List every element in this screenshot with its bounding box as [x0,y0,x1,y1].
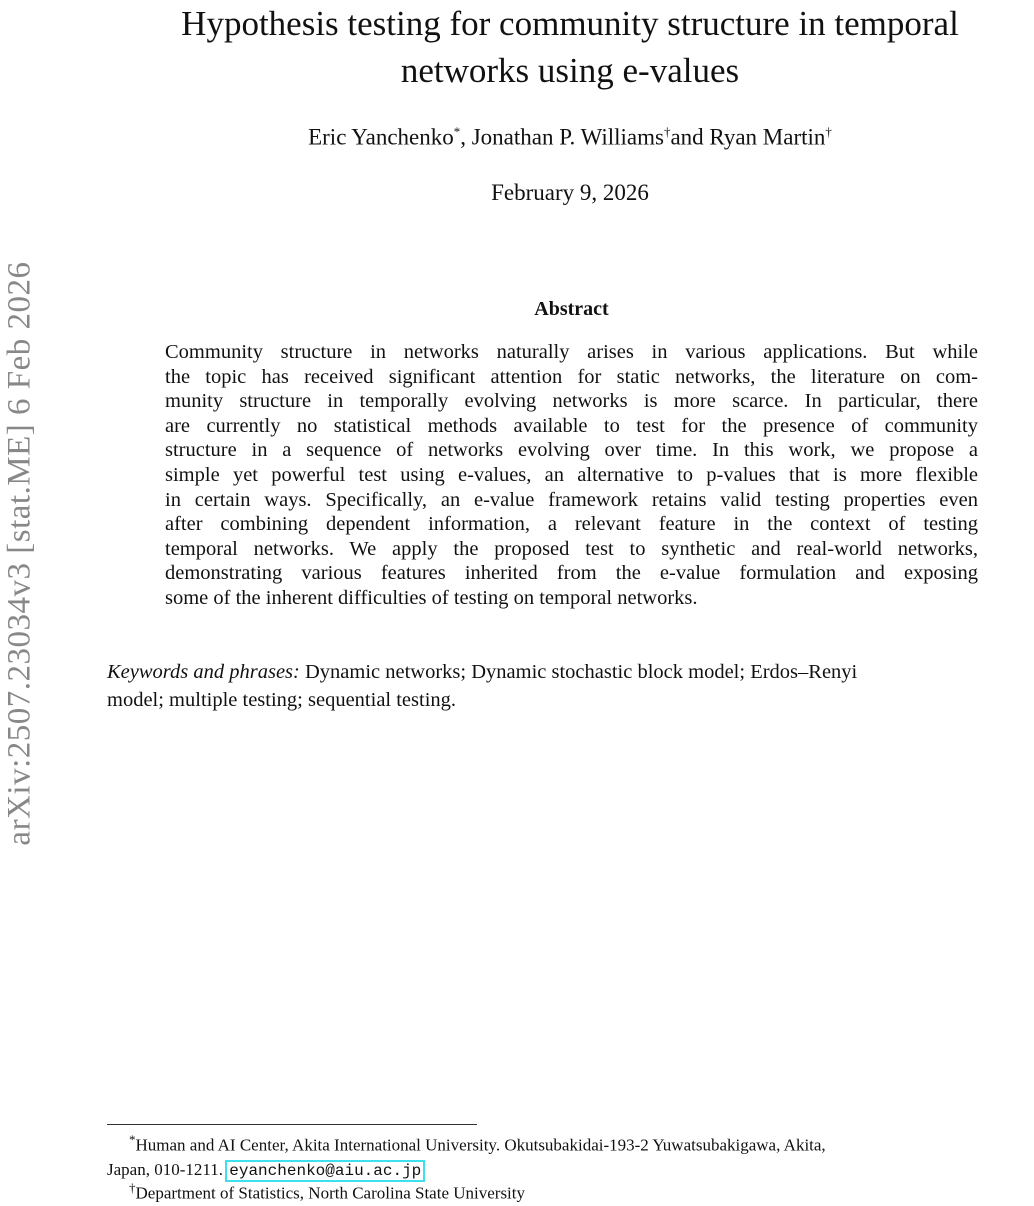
footnote-affiliation-1 [107,1128,1034,1183]
footnote-rule [107,1124,477,1125]
footnote-text: Human and AI Center, Akita International University. Okutsubakidai-193-2 Yuwatsubakigawa, Akita, [135,1135,826,1155]
abstract-heading: Abstract [534,298,609,320]
abstract-line: are currently no statistical methods available to test for the presence of community [165,414,978,437]
footnote-mark: † [129,1180,136,1195]
paper-date: February 9, 2026 [491,180,649,205]
abstract-line: after combining dependent information, a relevant feature in the context of testing [165,513,978,536]
footnote-text: Japan, 010-1211. [107,1159,228,1179]
abstract-line: some of the inherent difficulties of testing on temporal networks. [165,586,698,609]
abstract-line: demonstrating various features inherited from the e-value formulation and exposing [165,562,978,585]
author-name: , Jonathan P. Williams [460,124,664,150]
paper-title [80,0,1034,94]
footnote-affiliation-2 [107,1176,1034,1206]
abstract-line: simple yet powerful test using e-values, an alternative to p-values that is more flexible [165,463,978,486]
arxiv-identifier: arXiv:2507.23034v3 [stat.ME] 6 Feb 2026 [1,261,38,846]
title-line: Hypothesis testing for community structure in temporal [181,4,959,43]
abstract-line: in certain ways. Specifically, an e-value framework retains valid testing properties even [165,488,978,511]
footnote-mark: † [825,124,832,139]
keywords-text: model; multiple testing; sequential testing. [107,689,457,711]
footnote-mark: † [663,124,671,139]
abstract-line: the topic has received significant attention for static networks, the literature on com- [165,365,978,388]
footnote-text: Department of Statistics, North Carolina State University [135,1183,526,1203]
authors [80,124,1034,151]
email-link[interactable]: eyanchenko@aiu.ac.jp [229,1161,422,1180]
keywords-text: Dynamic networks; Dynamic stochastic block model; Erdos–Renyi [299,661,858,683]
keywords [107,658,1034,714]
title-line: networks using e-values [400,51,740,90]
author-name: Eric Yanchenko [308,124,454,150]
keywords-label: Keywords and phrases: [107,661,300,683]
abstract-line: temporal networks. We apply the proposed test to synthetic and real-world networks, [165,537,978,560]
author-name: and Ryan Martin [670,124,826,150]
footnote-mark: * [453,124,461,139]
footnote-mark: * [129,1132,136,1147]
abstract-line: Community structure in networks naturally arises in various applications. But while [165,341,978,363]
abstract-line: structure in a sequence of networks evolving over time. In this work, we propose a [165,439,978,462]
abstract-body [165,340,978,611]
abstract-line: munity structure in temporally evolving networks is more scarce. In particular, there [165,390,978,413]
